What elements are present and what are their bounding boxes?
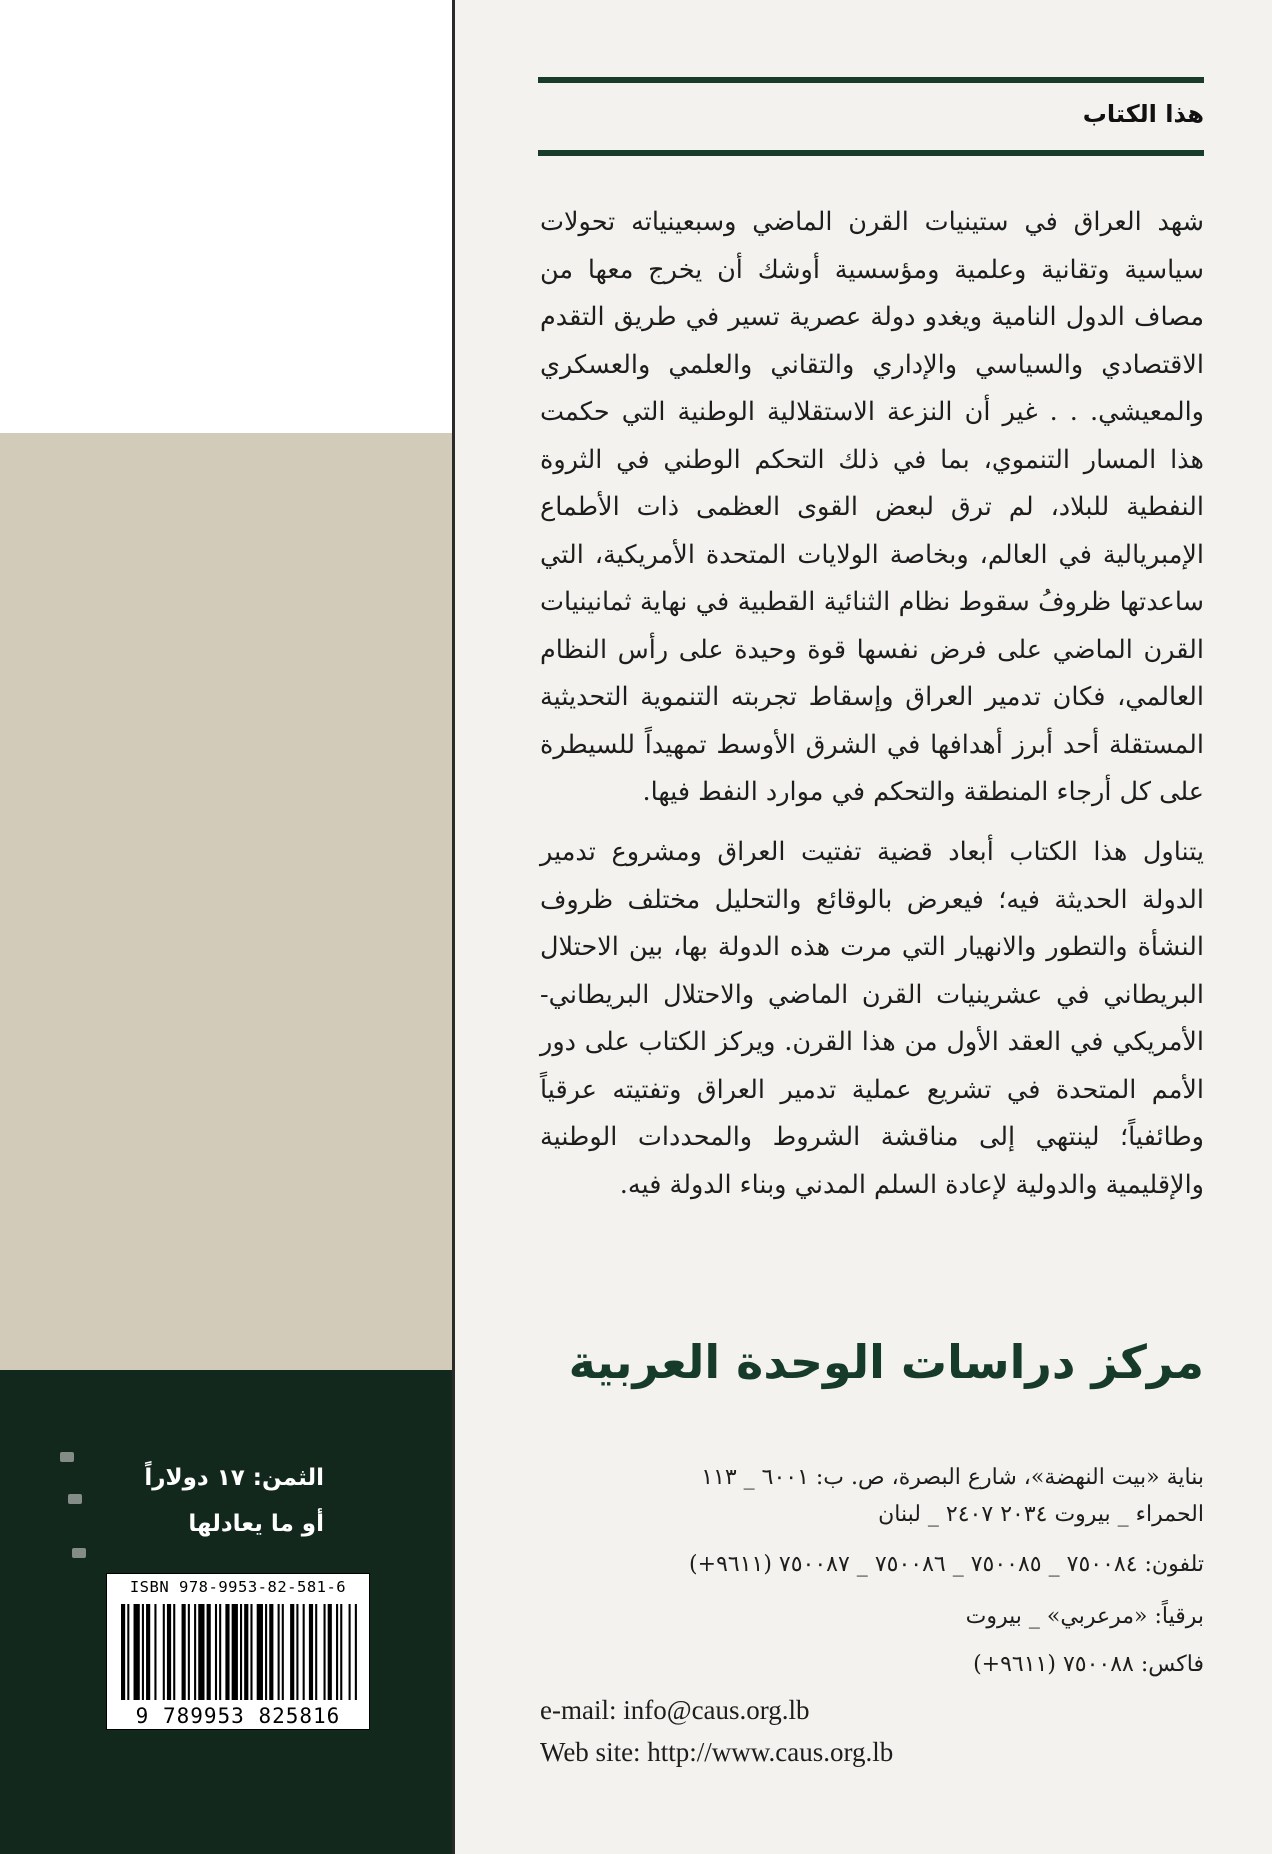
barcode-bar <box>244 1604 248 1700</box>
top-rule <box>538 77 1204 83</box>
telegram-line: برقياً: «مرعربي» _ بيروت <box>965 1604 1204 1629</box>
barcode-bar <box>303 1604 305 1700</box>
barcode-bar <box>265 1604 267 1700</box>
barcode-bar <box>269 1604 273 1700</box>
barcode-bar <box>309 1604 313 1700</box>
barcode-bar <box>173 1604 175 1700</box>
barcode-bar <box>182 1604 186 1700</box>
scratch-mark <box>72 1548 86 1558</box>
barcode-bar <box>355 1604 357 1700</box>
address-line-2: الحمراء _ بيروت ٢٠٣٤ ٢٤٠٧ _ لبنان <box>878 1502 1204 1527</box>
scratch-mark <box>60 1452 74 1462</box>
isbn-barcode <box>106 1573 370 1730</box>
barcode-bar <box>142 1604 144 1700</box>
barcode-bar <box>127 1604 129 1700</box>
barcode-bar <box>207 1604 211 1700</box>
website-line: Web site: http://www.caus.org.lb <box>540 1737 894 1767</box>
scratch-mark <box>68 1494 82 1504</box>
barcode-bar <box>219 1604 221 1700</box>
barcode-bar <box>324 1604 326 1700</box>
barcode-bar <box>134 1604 140 1700</box>
section-label: هذا الكتاب <box>1082 100 1204 128</box>
barcode-bar <box>240 1604 242 1700</box>
ean-text: 9 789953 825816 <box>135 1704 341 1728</box>
barcode-bar <box>198 1604 204 1700</box>
barcode-bar <box>340 1604 342 1700</box>
synopsis-paragraph-1: شهد العراق في ستينيات القرن الماضي وسبعينياته تحولات سياسية وتقانية وعلمية ومؤسسية أوشك أن يخرج معها من مصاف الدول النامية ويغدو دولة عصرية تسير في طريق التقدم الاقتصادي والسياسي والإداري والتقاني والعلمي والعسكري والمعيشي. . . غير أن النزعة الاستقلالية الوطنية التي حكمت هذا المسار التنموي، بما في ذلك التحكم الوطني في الثروة النفطية للبلاد، لم ترق لبعض القوى العظمى ذات الأطماع الإمبريالية في العالم، وبخاصة الولايات المتحدة الأمريكية، التي ساعدتها ظروفُ سقوط نظام الثنائية القطبية في نهاية ثمانينيات القرن الماضي على فرض نفسها قوة وحيدة على رأس النظام العالمي، فكان تدمير العراق وإسقاط تجربته التنموية التحديثية المستقلة أحد أبرز أهدافها في الشرق الأوسط تمهيداً للسيطرة على كل أرجاء المنطقة والتحكم في موارد النفط فيها. <box>540 207 1204 807</box>
barcode-bar <box>296 1604 298 1700</box>
barcode-bar <box>250 1604 252 1700</box>
barcode-bar <box>225 1604 229 1700</box>
synopsis-paragraph-2: يتناول هذا الكتاب أبعاد قضية تفتيت العراق ومشروع تدمير الدولة الحديثة فيه؛ فيعرض بالوقائع والتحليل مختلف ظروف النشأة والتطور والانهيار التي مرت هذه الدولة بها، بين الاحتلال البريطاني في عشرينيات القرن الماضي والاحتلال البريطاني-الأمريكي في العقد الأول من هذا القرن. ويركز الكتاب على دور الأمم المتحدة في تشريع عملية تدمير العراق وتفتيته عرقياً وطائفياً؛ لينتهي إلى مناقشة الشروط والمحددات الوطنية والإقليمية والدولية لإعادة السلم المدني وبناء الدولة فيه. <box>540 837 1204 1200</box>
barcode-bar <box>282 1604 284 1700</box>
barcode-bar <box>188 1604 190 1700</box>
cover-panel-tan <box>0 433 452 1370</box>
barcode-bar <box>328 1604 332 1700</box>
barcode-bar <box>215 1604 217 1700</box>
barcode-bars <box>121 1604 359 1700</box>
barcode-bar <box>167 1604 171 1700</box>
publisher-name: مركز دراسات الوحدة العربية <box>568 1335 1204 1389</box>
price-line-2: أو ما يعادلها <box>188 1511 324 1537</box>
barcode-bar <box>163 1604 165 1700</box>
barcode-bar <box>336 1604 338 1700</box>
price-line-1: الثمن: ١٧ دولاراً <box>144 1465 324 1491</box>
phone-line: تلفون: ٧٥٠٠٨٤ _ ٧٥٠٠٨٥ _ ٧٥٠٠٨٦ _ ٧٥٠٠٨٧ (٩٦١١+) <box>689 1552 1204 1577</box>
barcode-bar <box>278 1604 280 1700</box>
cover-panel-white <box>0 0 452 433</box>
barcode-bar <box>232 1604 238 1700</box>
address-line-1: بناية «بيت النهضة»، شارع البصرة، ص. ب: ٦٠٠١ _ ١١٣ <box>701 1465 1204 1490</box>
barcode-bar <box>349 1604 351 1700</box>
barcode-bar <box>257 1604 263 1700</box>
barcode-bar <box>290 1604 294 1700</box>
fax-line: فاكس: ٧٥٠٠٨٨ (٩٦١١+) <box>973 1652 1204 1677</box>
barcode-bar <box>315 1604 317 1700</box>
spine-divider <box>452 0 455 1854</box>
email-line: e-mail: info@caus.org.lb <box>540 1695 810 1725</box>
isbn-text: ISBN 978-9953-82-581-6 <box>129 1578 347 1596</box>
barcode-bar <box>154 1604 156 1700</box>
barcode-bar <box>194 1604 196 1700</box>
header-rule <box>538 150 1204 156</box>
barcode-bar <box>146 1604 150 1700</box>
barcode-bar <box>121 1604 125 1700</box>
